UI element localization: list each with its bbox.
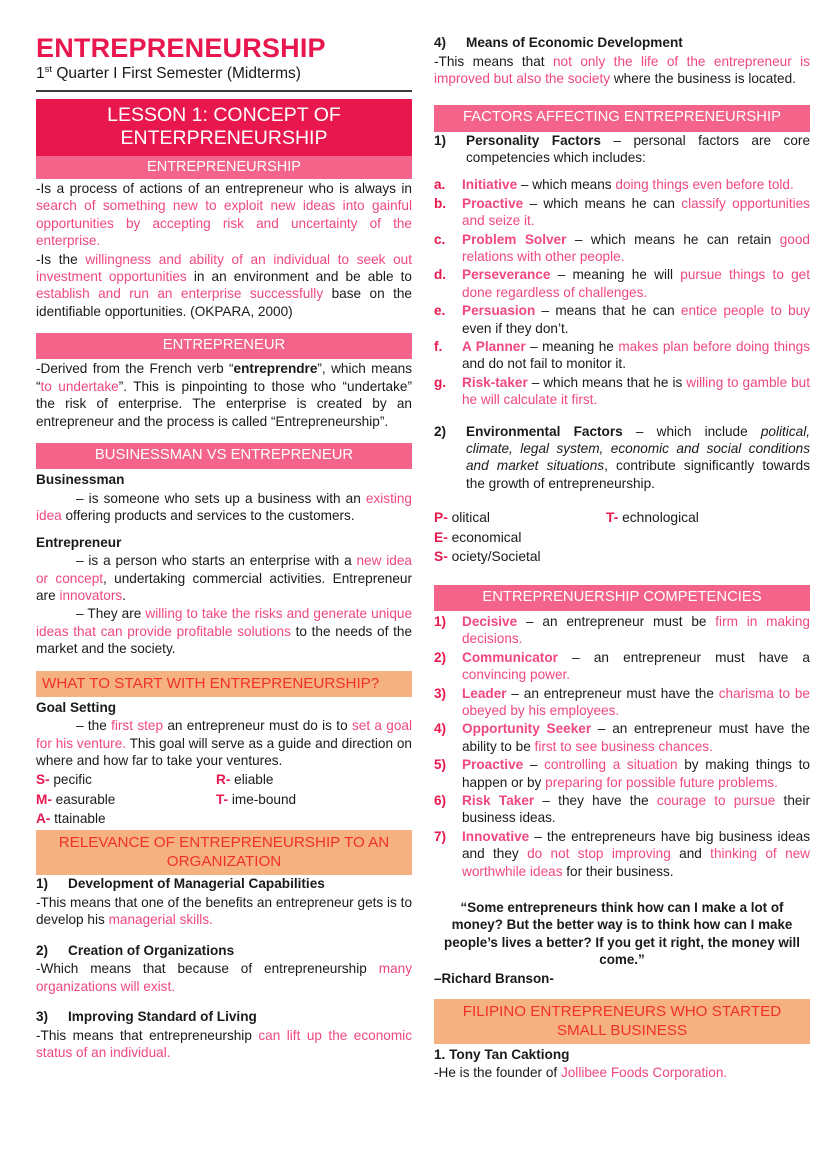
bm-highlight: existing idea: [36, 490, 412, 524]
goal-setting-description: [36, 717, 412, 769]
relevance-item-body: [36, 894, 412, 929]
comp-tail2-7: for their business.: [562, 863, 674, 879]
factor2-plain-a: – which include: [622, 423, 761, 439]
comp-bold-5: Proactive: [462, 757, 524, 773]
goal-plain-b: an entrepreneur must do is to: [163, 718, 352, 734]
comp-hl2-5: preparing for possible future problems.: [545, 774, 778, 790]
pf-mid-e: – means that he can: [535, 303, 681, 319]
goal-setting-label: Goal Setting: [36, 699, 117, 715]
competencies-banner: ENTREPRENUERSHIP COMPETENCIES: [434, 585, 810, 611]
comp-text-5: [462, 756, 810, 791]
rel1-highlight: managerial skills.: [108, 912, 213, 928]
pf-bold-e: Persuasion: [462, 303, 536, 319]
factor-1-text: [466, 132, 810, 167]
pest-key-p: P-: [434, 510, 448, 526]
comp-num-1: 1): [434, 614, 447, 630]
pf-text-a: [462, 176, 810, 193]
comp-text-1: [462, 613, 810, 648]
ed1-plain-a: – is a person who starts an enterprise with a: [76, 553, 357, 569]
comp-bold-6: Risk Taker: [462, 792, 535, 808]
comp-mid-1: – an entrepreneur must be: [517, 614, 716, 630]
pest-val-t: echnological: [618, 510, 699, 526]
comp-text-6: [462, 792, 810, 827]
pf-tail-f: and do not fail to monitor it.: [462, 356, 626, 372]
list-item: [434, 176, 810, 193]
ed1-highlight-a: new idea or concept: [36, 553, 412, 586]
pest-spacer: [606, 528, 810, 548]
ent-def-plain-b: ”, which means “: [36, 361, 412, 394]
relevance-item-body: [36, 960, 412, 995]
ent-def-highlight: to undertake: [40, 378, 119, 394]
goal-highlight-b: set a goal for his venture.: [36, 718, 413, 751]
entrepreneur-definition: [36, 360, 412, 430]
page-subtitle: [36, 64, 412, 84]
comp-hl-3: charisma to be obeyed by his employees.: [462, 685, 810, 719]
comp-num-5: 5): [434, 757, 447, 773]
what-to-start-banner: WHAT TO START WITH ENTREPRENEURSHIP?: [36, 671, 412, 697]
ent-def-bold: entreprendre: [233, 361, 318, 377]
economic-development-body: [434, 53, 810, 88]
right-column: [434, 34, 810, 1082]
pf-marker-c: c.: [434, 231, 446, 247]
ed1-plain-b: , undertaking commercial activities. Entrepreneur are: [36, 570, 412, 604]
list-item: [434, 613, 810, 648]
smart-acronym-grid: [36, 770, 412, 828]
businessman-vs-entrepreneur-banner: BUSINESSMAN VS ENTREPRENEUR: [36, 443, 412, 469]
title-divider: [36, 90, 412, 92]
comp-num-3: 3): [434, 685, 447, 701]
pf-text-c: [462, 231, 810, 266]
rel2-highlight: many organizations will exist.: [36, 961, 412, 994]
comp-bold-4: Opportunity Seeker: [462, 721, 592, 737]
ent-def-plain-c: ”. This is pinpointing to those who “undertake” the risk of enterprise. The enterprise is created by an entrepreneur and the process is called “Entrepreneurship”.: [36, 378, 413, 429]
comp-hl-5: controlling a situation: [544, 757, 678, 773]
smart-key-t: T-: [216, 791, 229, 807]
smart-spacer: [216, 809, 412, 828]
comp-tail-7: and: [670, 846, 711, 862]
comp-num-7: 7): [434, 828, 447, 844]
rel1-plain-a: -This means that one of the benefits an entrepreneur gets is to develop his: [36, 895, 412, 928]
personality-factors-heading: [434, 132, 810, 167]
relevance-num-3: 3): [36, 1009, 49, 1025]
pf-hl-e: entice people to buy: [680, 303, 810, 319]
two-column-layout: [36, 33, 811, 1082]
smart-item: [216, 790, 412, 809]
left-column: [36, 34, 412, 1062]
pf-mid-g: – which means that he is: [527, 374, 687, 390]
list-item: [434, 792, 810, 827]
factor1-bold: Personality Factors: [466, 132, 601, 148]
pest-item: [606, 508, 810, 528]
list-item: [434, 685, 810, 720]
pest-key-e: E-: [434, 529, 448, 545]
smart-key-m: M-: [36, 791, 52, 807]
rel3-highlight: can lift up the economic status of an individual.: [36, 1027, 412, 1061]
pf-mid-b: – which means he can: [523, 195, 682, 211]
comp-mid-7: – the entrepreneurs have big business ideas and they: [462, 828, 810, 862]
comp-text-7: [462, 828, 810, 880]
factor2-plain-b: , contribute significantly towards the growth of entrepreneurship.: [466, 458, 810, 491]
relevance-head-3: Improving Standard of Living: [68, 1009, 257, 1025]
list-item: [434, 374, 810, 409]
comp-hl-4: first to see business chances.: [534, 738, 713, 754]
def1-highlight-a: search of something new to exploit new ideas into gainful opportunities by accepting risk and uncertainty of the enterprise.: [36, 198, 412, 249]
smart-val-m: easurable: [51, 791, 116, 807]
pf-bold-a: Initiative: [462, 177, 518, 193]
competencies-list: [434, 613, 810, 880]
pf-bold-c: Problem Solver: [462, 231, 567, 247]
relevance-item-heading: [36, 875, 412, 893]
entrepreneur-banner: ENTREPRENEUR: [36, 333, 412, 359]
smart-val-t: ime-bound: [228, 791, 297, 807]
page-title: ENTREPRENEURSHIP: [36, 33, 326, 63]
ed1-highlight-b: innovators: [59, 588, 123, 604]
pf-bold-d: Perseverance: [462, 267, 551, 283]
comp-mid-3: – an entrepreneur must have the: [506, 685, 719, 701]
pf-hl-f: makes plan before doing things: [618, 338, 810, 354]
comp-bold-7: Innovative: [462, 828, 530, 844]
comp-text-3: [462, 685, 810, 720]
comp-hl-1: firm in making decisions.: [462, 614, 810, 647]
list-item: [434, 302, 810, 337]
comp-bold-3: Leader: [462, 685, 507, 701]
factor-num-2: 2): [434, 423, 447, 439]
ed2-plain-a: – They are: [76, 606, 146, 622]
def1-plain-a: -Is a process of actions of an entrepreneur who is always in: [36, 181, 412, 196]
ed2-highlight: willing to take the risks and generate unique ideas that can provide profitable solutions: [36, 606, 412, 639]
comp-mid-6: – they have the: [534, 792, 657, 808]
list-item: [434, 828, 810, 880]
comp-hl-7: do not stop improving: [527, 846, 671, 862]
comp-mid-4: – an entrepreneur must have the ability to be: [462, 721, 810, 754]
quarter-ordinal-suffix: st: [44, 64, 53, 76]
comp-bold-2: Communicator: [462, 649, 558, 665]
def2-plain-c: base on the identifiable opportunities. (OKPARA, 2000): [36, 286, 412, 319]
comp-text-4: [462, 720, 810, 755]
factor-2-text: [466, 423, 810, 493]
list-item: [434, 195, 810, 230]
filipino-entrepreneurs-banner: FILIPINO ENTREPRENEURS WHO STARTED SMALL BUSINESS: [434, 999, 810, 1044]
pest-val-e: economical: [447, 529, 522, 545]
list-item: [434, 231, 810, 266]
lesson-banner: LESSON 1: CONCEPT OF ENTERPRENEURSHIP: [36, 99, 412, 156]
pf-bold-b: Proactive: [462, 195, 524, 211]
pf-text-d: [462, 266, 810, 301]
factor-num-1: 1): [434, 132, 447, 148]
comp-mid-5: –: [523, 757, 545, 773]
rel4-plain-b: where the business is located.: [610, 71, 796, 87]
smart-key-r: R-: [216, 772, 231, 788]
pf-mid-c: – which means he can retain: [566, 231, 780, 247]
relevance-item-heading: [36, 942, 412, 960]
pf-text-b: [462, 195, 810, 230]
pf-text-g: [462, 374, 810, 409]
relevance-head-2: Creation of Organizations: [68, 942, 235, 958]
pest-key-t: T-: [606, 510, 619, 526]
relevance-item-body: [36, 1027, 412, 1062]
rel4-highlight: not only the life of the entrepreneur is improved but also the society: [434, 53, 811, 87]
bm-plain-a: – is someone who sets up a business with an: [76, 490, 366, 506]
economic-development-heading: [434, 34, 810, 52]
relevance-head-4: Means of Economic Development: [466, 35, 683, 50]
def2-plain-b: in an environment and be able to: [186, 268, 412, 284]
pf-mid-a: – which means: [517, 177, 616, 193]
pf-marker-g: g.: [434, 374, 447, 390]
quarter-number: 1: [36, 65, 45, 83]
list-item: [434, 649, 810, 684]
rel2-plain-a: -Which means that because of entrepreneurship: [36, 961, 379, 977]
relevance-num-2: 2): [36, 942, 49, 958]
semester-text: Quarter I First Semester (Midterms): [52, 65, 301, 83]
list-item: [434, 756, 810, 791]
pest-item: [434, 547, 606, 567]
goal-highlight-a: first step: [111, 718, 164, 734]
comp-hl-6: courage to pursue: [656, 792, 776, 808]
fil-highlight: Jollibee Foods Corporation.: [560, 1065, 728, 1081]
pest-val-s: ociety/Societal: [447, 549, 541, 565]
ent-def-plain-a: -Derived from the French verb “: [36, 361, 234, 377]
rel3-plain-a: -This means that entrepreneurship: [36, 1027, 259, 1043]
relevance-banner: RELEVANCE OF ENTREPRENEURSHIP TO AN ORGANIZATION: [36, 830, 412, 875]
branson-quote: “Some entrepreneurs think how can I make a lot of money? But the better way is to think how can I make people’s lives a better? If you get it right, the money will come.”: [444, 899, 800, 968]
pf-tail-e: even if they don’t.: [462, 320, 569, 336]
smart-item: [36, 790, 216, 809]
factors-affecting-banner: FACTORS AFFECTING ENTREPRENEURSHIP: [434, 105, 810, 131]
def2-highlight-b: establish and run an enterprise successfully: [36, 286, 324, 302]
smart-key-s: S-: [36, 772, 50, 788]
entrepreneurship-definition-2: [36, 251, 412, 321]
comp-text-2: [462, 649, 810, 684]
entrepreneur-description-2: [36, 605, 412, 657]
smart-item: [36, 809, 216, 828]
pf-marker-a: a.: [434, 177, 446, 193]
ed1-plain-c: .: [122, 588, 126, 604]
comp-bold-1: Decisive: [462, 614, 518, 630]
comp-num-6: 6): [434, 792, 447, 808]
pf-marker-b: b.: [434, 195, 447, 211]
comp-tail-5: by making things to happen or by: [462, 757, 810, 790]
comp-hl-2: convincing power.: [462, 667, 571, 683]
list-item: [434, 338, 810, 373]
pf-hl-c: good relations with other people.: [462, 231, 810, 265]
branson-attribution: –Richard Branson-: [434, 970, 554, 986]
filipino-entrepreneur-name: 1. Tony Tan Caktiong: [434, 1046, 570, 1062]
comp-num-4: 4): [434, 721, 447, 737]
pest-key-s: S-: [434, 549, 448, 565]
pest-val-p: olitical: [447, 510, 490, 526]
relevance-num-1: 1): [36, 876, 49, 892]
factor2-bold: Environmental Factors: [466, 423, 623, 439]
fil-plain-a: -He is the founder of: [434, 1065, 561, 1081]
filipino-entrepreneur-body: [434, 1064, 810, 1081]
pf-mid-d: – meaning he will: [550, 267, 681, 283]
pf-hl-g: willing to gamble but he will calculate it first.: [462, 374, 810, 408]
smart-val-r: eliable: [230, 772, 274, 788]
environmental-factors-item: [434, 423, 810, 493]
comp-mid-2: – an entrepreneur must have a: [557, 649, 810, 665]
entrepreneur-description-1: [36, 552, 412, 604]
def2-highlight-a: willingness and ability of an individual to seek out investment opportunities: [36, 251, 412, 284]
rel4-plain-a: -This means that: [434, 53, 553, 69]
comp-hl2-7: thinking of new worthwhile ideas: [462, 846, 811, 879]
pf-hl-a: doing things even before told.: [615, 177, 794, 193]
pf-bold-g: Risk-taker: [462, 374, 528, 390]
smart-key-a: A-: [36, 811, 51, 827]
pest-acronym-grid: [434, 508, 810, 567]
comp-tail-6: their business ideas.: [462, 792, 810, 826]
goal-plain-c: This goal will serve as a guide and direction on where and how far to take your ventures.: [36, 735, 412, 769]
pf-text-e: [462, 302, 810, 337]
businessman-description: [36, 490, 412, 525]
smart-item: [36, 770, 216, 789]
entrepreneurship-definition-1: [36, 180, 412, 250]
smart-item: [216, 770, 412, 789]
goal-plain-a: – the: [76, 718, 112, 734]
pf-bold-f: A Planner: [462, 338, 526, 354]
bm-plain-b: offering products and services to the customers.: [61, 508, 355, 524]
factor1-rest: – personal factors are core competencies which includes:: [466, 132, 811, 166]
list-item: [434, 720, 810, 755]
pf-mid-f: – meaning he: [525, 338, 619, 354]
relevance-num-4: 4): [434, 35, 447, 50]
entrepreneur-label: Entrepreneur: [36, 534, 122, 550]
relevance-head-1: Development of Managerial Capabilities: [68, 876, 325, 892]
pf-hl-d: pursue things to get done regardless of challenges.: [462, 267, 811, 300]
personality-factors-list: [434, 176, 810, 408]
businessman-label: Businessman: [36, 472, 125, 488]
smart-val-a: ttainable: [50, 811, 106, 827]
pf-marker-d: d.: [434, 267, 447, 283]
pest-spacer: [606, 547, 810, 567]
pf-marker-e: e.: [434, 303, 446, 319]
pf-hl-b: classify opportunities and seize it.: [462, 195, 810, 229]
list-item: [434, 266, 810, 301]
pest-item: [434, 528, 606, 548]
relevance-item-heading: [36, 1008, 412, 1026]
smart-val-s: pecific: [49, 772, 92, 788]
lesson-subbanner: ENTREPRENEURSHIP: [36, 156, 412, 179]
comp-num-2: 2): [434, 649, 447, 665]
def2-plain-a: -Is the: [36, 251, 86, 267]
pf-marker-f: f.: [434, 338, 443, 354]
pest-item: [434, 508, 606, 528]
pf-text-f: [462, 338, 810, 373]
factor2-italic: political, climate, legal system, economic and social conditions and market situations: [466, 423, 810, 474]
ed2-plain-b: to the needs of the market and the society.: [36, 623, 412, 657]
